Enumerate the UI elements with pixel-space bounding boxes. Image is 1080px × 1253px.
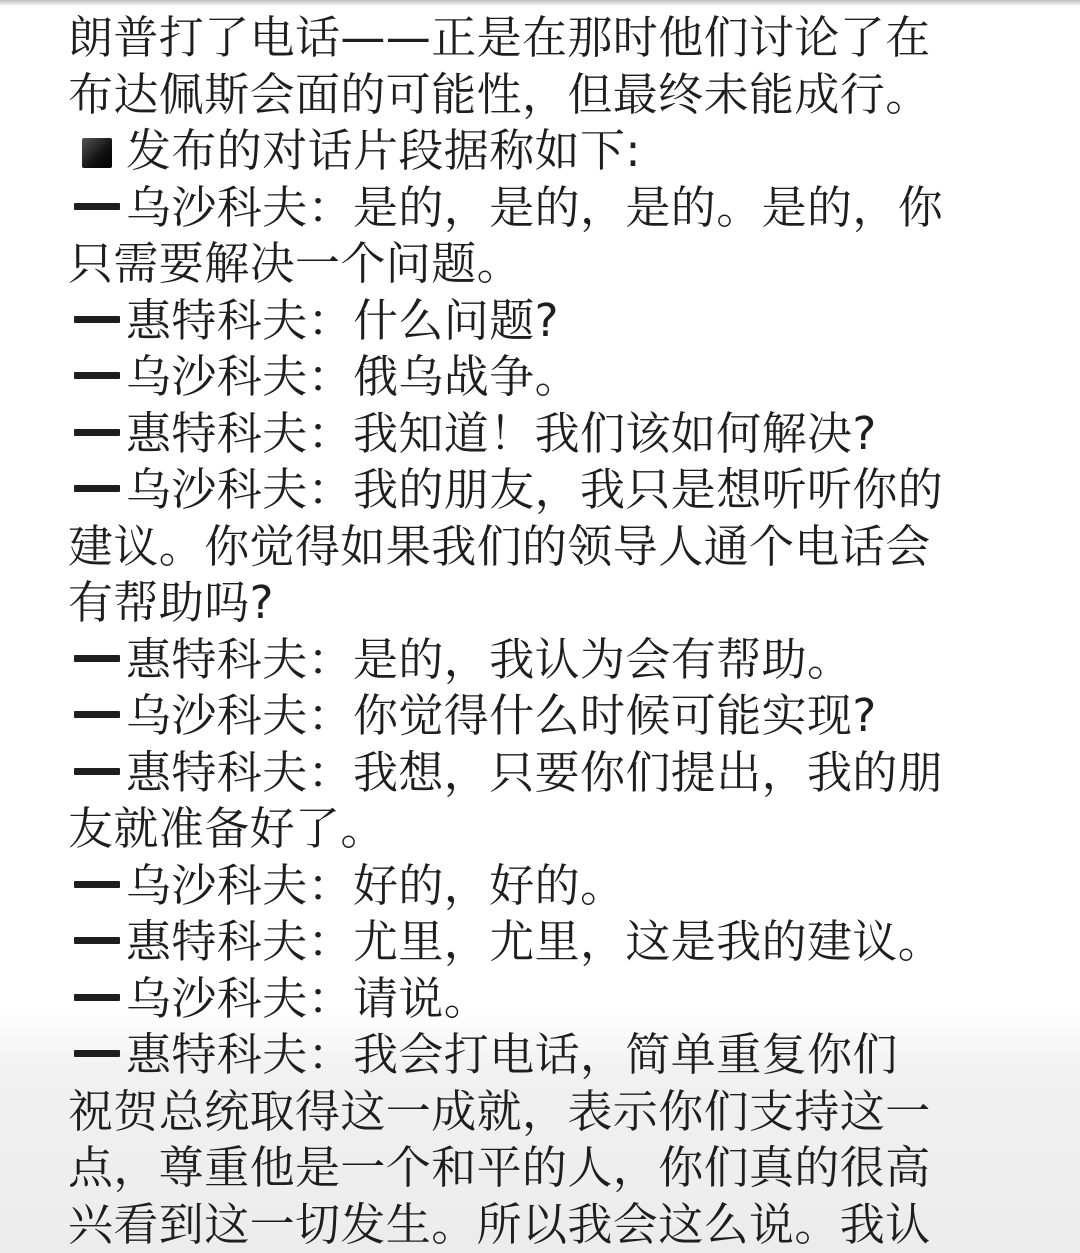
top-edge-shadow (0, 0, 1080, 6)
em-dash-icon (74, 994, 120, 1001)
em-dash-icon (74, 372, 120, 379)
dialogue-line: 乌沙科夫：俄乌战争。 (68, 349, 998, 406)
em-dash-icon (74, 881, 120, 888)
article-text (68, 8, 998, 1253)
text-line: 友就准备好了。 (68, 802, 386, 855)
dialogue-line: 惠特科夫：什么问题? (68, 293, 998, 350)
text-line: 朗普打了电话——正是在那时他们讨论了在 (68, 11, 931, 64)
dialogue-line: 乌沙科夫：我的朋友，我只是想听听你的 (68, 462, 998, 519)
text-line: 点，尊重他是一个和平的人，你们真的很高 (68, 1141, 931, 1194)
text-line: 布达佩斯会面的可能性，但最终未能成行。 (68, 67, 931, 121)
dialogue-line: 乌沙科夫：是的，是的，是的。是的，你 (68, 180, 998, 237)
section-heading: 发布的对话片段据称如下: (68, 123, 998, 180)
text-line: 有帮助吗? (68, 576, 274, 629)
dialogue-line: 惠特科夫：我会打电话，简单重复你们 (68, 1027, 998, 1084)
em-dash-icon (74, 711, 120, 718)
em-dash-icon (74, 485, 120, 492)
em-dash-icon (74, 768, 120, 775)
em-dash-icon (74, 429, 120, 436)
text-line: 建议。你觉得如果我们的领导人通个电话会 (68, 519, 931, 573)
em-dash-icon (74, 655, 120, 662)
dialogue-line: 惠特科夫：尤里，尤里，这是我的建议。 (68, 914, 998, 971)
dialogue-line: 乌沙科夫：请说。 (68, 971, 998, 1028)
dialogue-line: 惠特科夫：我想，只要你们提出，我的朋 (68, 745, 998, 802)
text-line: 祝贺总统取得这一成就，表示你们支持这一 (68, 1084, 931, 1138)
em-dash-icon (74, 937, 120, 944)
text-line: 只需要解决一个问题。 (68, 237, 523, 290)
dialogue-line: 惠特科夫：是的，我认为会有帮助。 (68, 632, 998, 689)
em-dash-icon (74, 1050, 120, 1057)
dialogue-line: 惠特科夫：我知道！我们该如何解决? (68, 406, 998, 463)
dialogue-line: 乌沙科夫：好的，好的。 (68, 858, 998, 915)
em-dash-icon (74, 316, 120, 323)
em-dash-icon (74, 203, 120, 210)
text-line: 兴看到这一切发生。所以我会这么说。我认 (68, 1197, 931, 1251)
dialogue-line: 乌沙科夫：你觉得什么时候可能实现? (68, 688, 998, 745)
black-square-icon (82, 138, 112, 168)
